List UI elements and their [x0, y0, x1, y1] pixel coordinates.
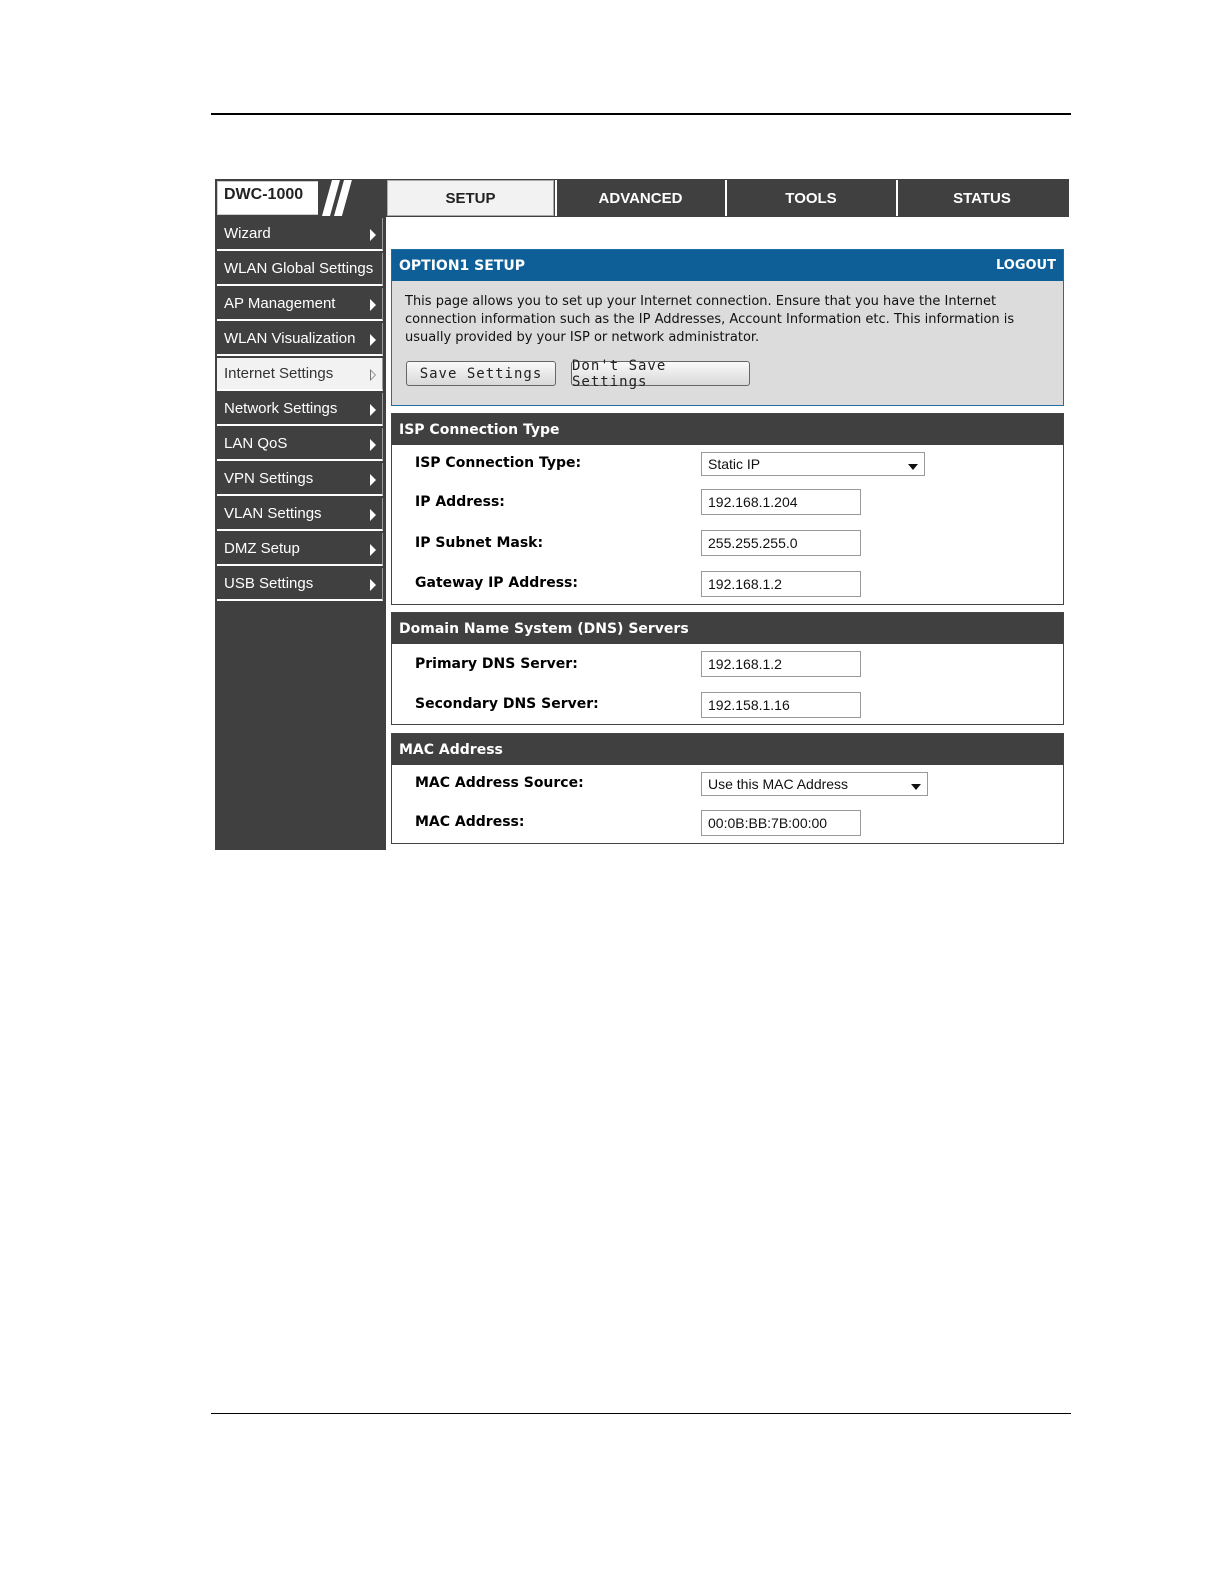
- chevron-down-icon: [911, 784, 921, 790]
- ip-address-label: IP Address:: [415, 494, 505, 510]
- sidebar-item-vlan-settings[interactable]: [217, 498, 383, 531]
- secondary-dns-label: Secondary DNS Server:: [415, 696, 599, 712]
- product-name: DWC-1000: [224, 186, 304, 203]
- bottom-rule: [211, 1413, 1071, 1414]
- isp-connection-type-select[interactable]: [701, 452, 925, 476]
- section-header: Domain Name System (DNS) Servers: [392, 613, 1063, 644]
- sidebar-item-label: Internet Settings: [224, 365, 334, 382]
- chevron-right-outline-icon: [370, 369, 376, 381]
- chevron-right-icon: [370, 334, 376, 346]
- sidebar-item-label: WLAN Global Settings: [224, 260, 374, 277]
- sidebar-item-label: Wizard: [224, 225, 271, 242]
- sidebar-item-wlan-global-settings[interactable]: [217, 253, 383, 286]
- select-value: Use this MAC Address: [708, 776, 849, 792]
- save-settings-button[interactable]: Save Settings: [406, 361, 556, 386]
- top-rule: [211, 113, 1071, 115]
- sidebar-item-internet-settings[interactable]: [217, 358, 383, 391]
- gateway-ip-label: Gateway IP Address:: [415, 575, 578, 591]
- dont-save-settings-button[interactable]: Don't Save Settings: [571, 361, 750, 386]
- sidebar-item-lan-qos[interactable]: [217, 428, 383, 461]
- mac-address-input[interactable]: 00:0B:BB:7B:00:00: [701, 810, 861, 836]
- chevron-right-icon: [370, 299, 376, 311]
- mac-address-source-label: MAC Address Source:: [415, 775, 584, 791]
- sidebar-item-label: LAN QoS: [224, 435, 288, 452]
- ip-subnet-mask-label: IP Subnet Mask:: [415, 535, 544, 551]
- sidebar-item-dmz-setup[interactable]: [217, 533, 383, 566]
- sidebar-item-label: AP Management: [224, 295, 336, 312]
- tab-setup[interactable]: SETUP: [387, 180, 554, 216]
- sidebar-item-label: VPN Settings: [224, 470, 314, 487]
- ip-subnet-mask-input[interactable]: 255.255.255.0: [701, 530, 861, 556]
- gateway-ip-input[interactable]: 192.168.1.2: [701, 571, 861, 597]
- page-description: This page allows you to set up your Internet connection. Ensure that you have the Internet connection information such as the IP Addresses, Account Information etc. This information is usually provided by your ISP or network administrator.: [405, 294, 1015, 345]
- primary-dns-input[interactable]: 192.168.1.2: [701, 651, 861, 677]
- chevron-right-icon: [370, 474, 376, 486]
- isp-connection-type-label: ISP Connection Type:: [415, 455, 582, 471]
- ip-address-input[interactable]: 192.168.1.204: [701, 489, 861, 515]
- secondary-dns-input[interactable]: 192.158.1.16: [701, 692, 861, 718]
- sidebar-item-network-settings[interactable]: [217, 393, 383, 426]
- sidebar-item-vpn-settings[interactable]: [217, 463, 383, 496]
- mac-address-source-select[interactable]: [701, 772, 928, 796]
- select-value: Static IP: [708, 456, 761, 472]
- chevron-right-icon: [370, 439, 376, 451]
- panel-header: [392, 250, 1063, 281]
- sidebar-item-label: WLAN Visualization: [224, 330, 356, 347]
- chevron-right-icon: [370, 579, 376, 591]
- sidebar-item-label: USB Settings: [224, 575, 314, 592]
- section-header: ISP Connection Type: [392, 414, 1063, 445]
- logo-slashes-icon: [318, 180, 384, 216]
- tab-tools[interactable]: TOOLS: [785, 189, 837, 207]
- section-header: MAC Address: [392, 734, 1063, 765]
- logout-link[interactable]: LOGOUT: [995, 258, 1056, 273]
- sidebar-item-wlan-visualization[interactable]: [217, 323, 383, 356]
- page-title: OPTION1 SETUP: [399, 257, 525, 274]
- tab-advanced[interactable]: ADVANCED: [598, 189, 683, 207]
- sidebar-item-wizard[interactable]: [217, 218, 383, 251]
- chevron-right-icon: [370, 229, 376, 241]
- sidebar-item-ap-management[interactable]: [217, 288, 383, 321]
- mac-address-label: MAC Address:: [415, 814, 525, 830]
- tab-status[interactable]: STATUS: [953, 189, 1011, 207]
- chevron-right-icon: [370, 544, 376, 556]
- chevron-down-icon: [908, 464, 918, 470]
- sidebar-item-label: DMZ Setup: [224, 540, 300, 557]
- chevron-right-icon: [370, 509, 376, 521]
- sidebar-item-label: VLAN Settings: [224, 505, 322, 522]
- primary-dns-label: Primary DNS Server:: [415, 656, 578, 672]
- chevron-right-icon: [370, 404, 376, 416]
- sidebar-item-usb-settings[interactable]: [217, 568, 383, 601]
- sidebar-item-label: Network Settings: [224, 400, 338, 417]
